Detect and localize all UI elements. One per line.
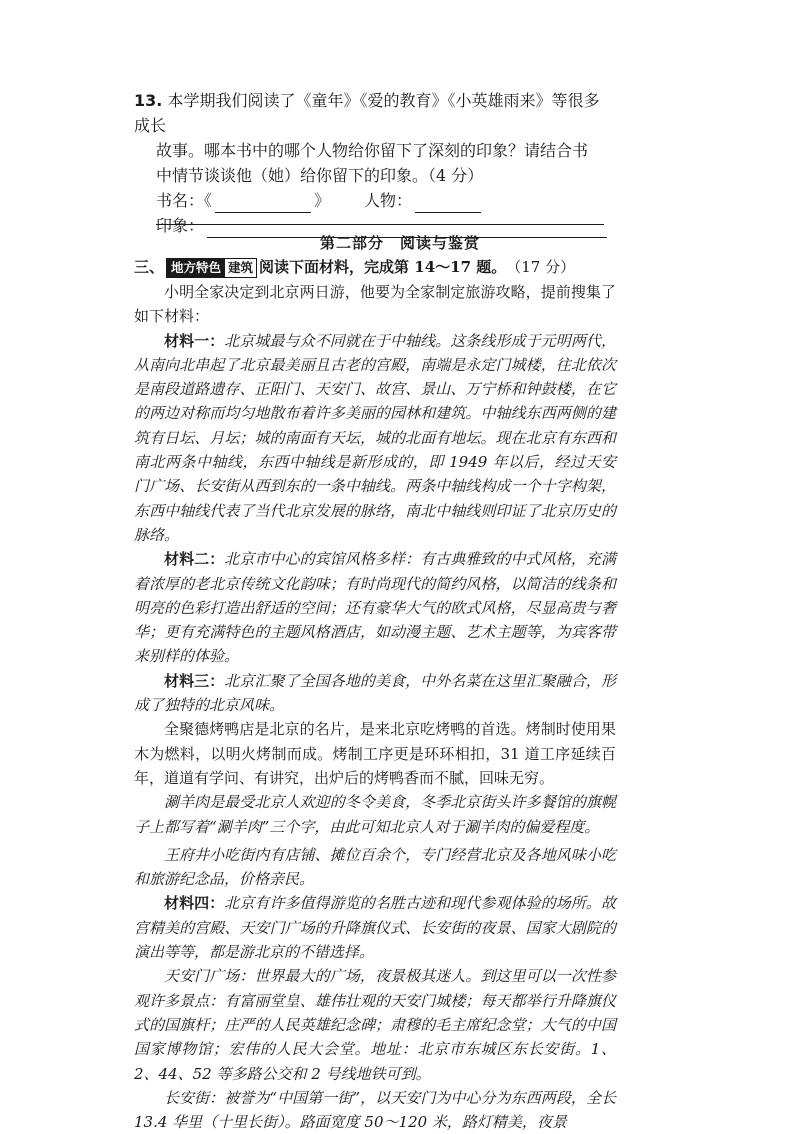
person-label: 人物： bbox=[364, 191, 413, 210]
part-2-number: 第二部分 bbox=[319, 234, 384, 252]
section-instruction: 阅读下面材料，完成第 14～17 题。 bbox=[259, 258, 507, 276]
part-2-name: 阅读与鉴赏 bbox=[400, 234, 481, 252]
badge-architecture: 建筑 bbox=[228, 259, 254, 275]
reading-material bbox=[134, 280, 616, 1134]
material-3-label: 材料三： bbox=[164, 671, 225, 690]
material-1 bbox=[134, 329, 616, 548]
material-3 bbox=[134, 669, 616, 718]
material-1-label: 材料一： bbox=[164, 331, 225, 350]
material-1-text: 北京城最与众不同就在于中轴线。这条线形成于元明两代，从南向北串起了北京最美丽且古老的宫殿，南端是永定门城楼，往北依次是南段道路遗存、正阳门、天安门、故宫、景山、万宁桥和钟鼓楼，在它的两边对称而均匀地散布着许多美丽的园林和建筑。中轴线东西两侧的建筑有日坛、月坛；城的南面有天坛，城的北面有地坛。现在北京有东西和南北两条中轴线，东西中轴线是新形成的，即 1949 年以后，经过天安门广场、长安街从西到东的一条中轴线。两条中轴线构成一个十字构架，东西中轴线代表了当代北京发展的脉络，南北中轴线则印证了北京历史的脉络。 bbox=[134, 331, 616, 544]
intro-paragraph: 小明全家决定到北京两日游，他要为全家制定旅游攻略，提前搜集了如下材料： bbox=[134, 283, 616, 326]
material-2-text: 北京市中心的宾馆风格多样：有古典雅致的中式风格，充满着浓厚的老北京传统文化韵味；有时尚现代的简约风格，以简洁的线条和明亮的色彩打造出舒适的空间；还有豪华大气的欧式风格，尽显高贵与奢华；更有充满特色的主题风格酒店，如动漫主题、艺术主题等，为宾客带来别样的体验。 bbox=[134, 550, 616, 666]
material-2 bbox=[134, 547, 616, 668]
material-4-label: 材料四： bbox=[164, 894, 225, 913]
person-blank[interactable] bbox=[415, 196, 481, 213]
q13-text-1: 本学期我们阅读了《童年》《爱的教育》《小英雄雨来》等很多成长 bbox=[134, 91, 600, 135]
material-4-text: 北京有许多值得游览的名胜古迹和现代参观体验的场所。故宫精美的宫殿、天安门广场的升降旗仪式、长安街的夜景、国家大剧院的演出等等，都是游北京的不错选择。 bbox=[134, 894, 616, 962]
material-4 bbox=[134, 891, 616, 964]
material-2-label: 材料二： bbox=[164, 550, 225, 569]
section-numeral: 三、 bbox=[134, 258, 165, 276]
material-3-snack-street: 王府井小吃街内有店铺、摊位百余个，专门经营北京及各地风味小吃和旅游纪念品，价格亲民。 bbox=[134, 845, 616, 889]
section-score: （17 分） bbox=[506, 258, 576, 276]
badge-local-feature: 地方特色 bbox=[167, 259, 225, 277]
impression-blank-2[interactable] bbox=[156, 224, 604, 225]
material-4-changan: 长安街：被誉为“中国第一街”，以天安门为中心分为东西两段，全长 13.4 华里（十里长街）。路面宽度 50～120 米，路灯精美，夜景 bbox=[134, 1088, 616, 1132]
q13-book-person-row bbox=[134, 188, 614, 213]
question-13 bbox=[134, 88, 614, 238]
q13-line-2: 故事。哪本书中的哪个人物给你留下了深刻的印象？请结合书 bbox=[156, 141, 589, 160]
local-feature-badge bbox=[166, 258, 257, 278]
section-3-header bbox=[134, 255, 614, 280]
q13-line-3: 中情节谈谈他（她）给你留下的印象。（4 分） bbox=[156, 166, 484, 185]
q13-line-1 bbox=[134, 88, 614, 138]
impression-label: 印象： bbox=[156, 216, 205, 235]
material-3-text: 北京汇聚了全国各地的美食，中外名菜在这里汇聚融合，形成了独特的北京风味。 bbox=[134, 671, 616, 715]
part-2-title bbox=[0, 232, 800, 253]
q13-number: 13. bbox=[134, 91, 163, 110]
book-close: 》 bbox=[314, 191, 331, 210]
book-label: 书名：《 bbox=[156, 191, 213, 210]
book-name-blank[interactable] bbox=[215, 196, 311, 213]
material-4-tiananmen: 天安门广场：世界最大的广场，夜景极其迷人。到这里可以一次性参观许多景点：有富丽堂皇、雄伟壮观的天安门城楼；每天都举行升降旗仪式的国旗杆；庄严的人民英雄纪念碑；肃穆的毛主席纪念堂；大气的中国国家博物馆；宏伟的人民大会堂。地址：北京市东城区东长安街。1、2、44、52 等多路公交和 2 号线地铁可到。 bbox=[134, 967, 616, 1083]
material-3-mutton: 涮羊肉是最受北京人欢迎的冬令美食，冬季北京街头许多餐馆的旗幌子上都写着“涮羊肉”三个字，由此可知北京人对于涮羊肉的偏爱程度。 bbox=[134, 793, 616, 836]
material-3-roast-duck: 全聚德烤鸭店是北京的名片，是来北京吃烤鸭的首选。烤制时使用果木为燃料，以明火烤制而成。烤制工序更是环环相扣，31 道工序延续百年，道道有学问、有讲究，出炉后的烤鸭香而不腻，回味无穷。 bbox=[134, 720, 616, 787]
